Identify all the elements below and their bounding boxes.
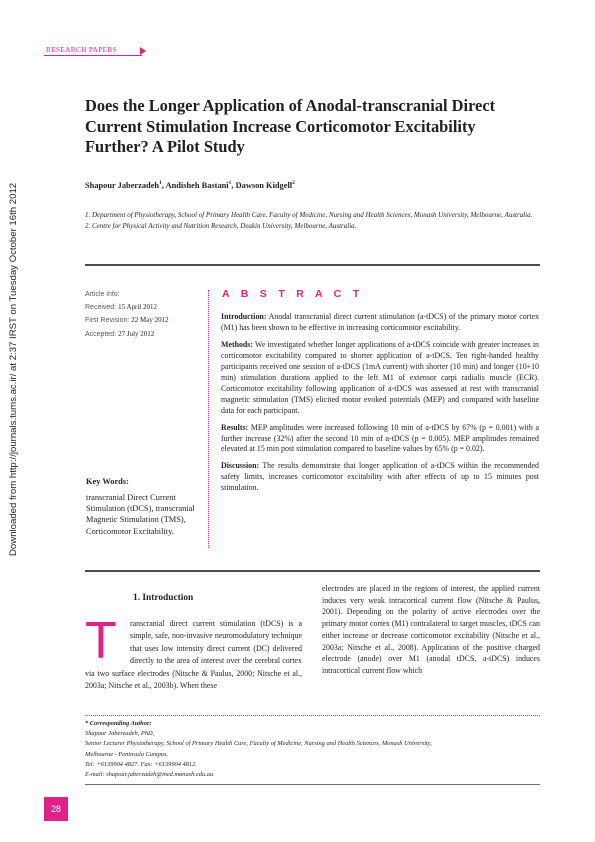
section-rule [85, 264, 540, 266]
section-badge [44, 44, 147, 56]
affiliations [85, 210, 543, 231]
author-affiliation-mark: 2 [292, 180, 295, 186]
abstract-discussion [221, 461, 539, 494]
received-label: Received: [85, 304, 117, 312]
footnote-line: Tel: +6139904 4827. Fax: +6139904 4812. [85, 760, 197, 768]
abstract-section-label: Results: [221, 422, 249, 432]
introduction-heading: 1. Introduction [133, 593, 194, 603]
accepted-date [85, 328, 169, 341]
revision-date [85, 314, 169, 327]
author-list: Shapour Jaberzadeh$^1$, Andisheh Bastani$^1$, Dawson Kidgell$^2$ [85, 180, 295, 190]
page-number-box [44, 797, 68, 821]
abstract-section-label: Discussion: [221, 461, 260, 471]
body-column-right: electrodes are placed in the regions of interest, the applied current induces very weak intracortical current flow (Nitsche & Paulus, 2001). Depending on the polarity of active electrodes over the primary motor cortex (M1) contralateral to target muscles, tDCS can either increase or decrease corticomotor excitability (Nitsche et al., 2003a; Nitsche et al., 2008). Application of the positive charged electrode (anode) over M1 (anodal tDCS, a-tDCS) induces intracortical current flow which [322, 584, 540, 675]
body-text: ranscranial direct current stimulation (tDCS) is a simple, safe, non-invasive neuromodulatory technique that uses low intensity direct current (DC) delivered directly to the area of interest over the cerebral cortex via two surface electrodes (Nitsche & Paulus, 2000; Nitsche et al., 2003a; Nitsche et al., 2003b). When these [85, 619, 302, 691]
drop-cap: T [85, 612, 117, 670]
abstract-section-text: MEP amplitudes were increased following 10 min of a-tDCS by 67% (p = 0.001) with a further increase (32%) after the second 10 min of a-tDCS (p = 0.005). MEP amplitudes remained elevated at 15 min post stimulation compared to baseline values by 65% (p = 0.02). [221, 422, 539, 454]
abstract-section-label: Introduction: [221, 312, 267, 321]
corresponding-author-note [85, 719, 543, 780]
abstract-section-text: The results demonstrate that longer application of a-tDCS within the recommended safety limits, increases corticomotor excitability with after effects of up to 15 minutes post stimulation. [221, 461, 539, 493]
abstract-section-label: Methods: [221, 339, 253, 349]
received-value: 15 April 2012 [118, 303, 157, 312]
accepted-value: 27 July 2012 [118, 329, 155, 338]
abstract-section-text: Anodal transcranial direct current stimulation (a-tDCS) of the primary motor cortex (M1) has been shown to be effective in increasing corticomotor excitability. [221, 312, 539, 332]
revision-value: 22 May 2012 [131, 316, 169, 325]
section-label: RESEARCH PAPERS [46, 46, 118, 54]
abstract-heading: A B S T R A C T [222, 288, 364, 300]
download-note: Downloaded from http://journals.tums.ac.ir/ at 2:37 IRST on Tuesday October 16th 2012 [8, 182, 19, 556]
article-info [85, 289, 169, 341]
badge-arrow-icon [140, 47, 146, 55]
affiliation-line: 1. Department of Physiotherapy, School of Primary Health Care, Faculty of Medicine, Nursing and Health Sciences, Monash University, Melbourne, Australia. [85, 211, 533, 219]
footnote-line: Senior Lecturer Physiotherapy, School of Primary Health Care, Faculty of Medicine, Nursing and Health Sciences, Monash University, [85, 740, 432, 748]
column-divider [208, 290, 209, 548]
bottom-rule [85, 784, 540, 785]
author-name: Dawson Kidgell [235, 180, 293, 190]
article-info-heading: Article info: [85, 291, 120, 298]
abstract-body [221, 312, 539, 500]
badge-underline [44, 55, 142, 56]
author-affiliation-mark: 1 [159, 180, 162, 186]
footnote-email: E-mail: shapour.jaberzadeh@med.monash.edu.au [85, 771, 214, 779]
footnote-label: * Corresponding Author: [85, 720, 152, 727]
accepted-label: Accepted: [85, 330, 117, 338]
received-date [85, 301, 169, 314]
affiliation-line: 2. Centre for Physical Activity and Nutrition Research, Deakin University, Melbourne, Australia. [85, 221, 357, 230]
author-name: Andisheh Bastani [165, 180, 229, 190]
revision-label: First Revision: [85, 317, 130, 325]
abstract-methods [221, 340, 539, 417]
keywords-list: transcranial Direct Current Stimulation (tDCS), transcranial Magnetic Stimulation (TMS), Corticomotor Excitability. [86, 493, 195, 536]
footnote-line: Melbourne - Peninsula Campus. [85, 750, 169, 758]
keywords-heading: Key Words: [86, 477, 129, 486]
body-column-left [85, 612, 302, 692]
footnote-separator [85, 715, 540, 716]
page-number: 28 [51, 804, 61, 814]
author-name: Shapour Jaberzadeh [85, 180, 160, 190]
section-rule [85, 570, 540, 572]
abstract-introduction [221, 312, 539, 334]
paper-title: Does the Longer Application of Anodal-transcranial Direct Current Stimulation Increase Corticomotor Excitability Further? A Pilot Study [85, 96, 496, 156]
abstract-section-text: We investigated whether longer applications of a-tDCS coincide with greater increases in corticomotor excitability compared to shorter application of a-tDCS. Ten right-handed healthy participants received one session of a-tDCS (1mA current) with shorter (10 min) and longer (10+10 min) stimulation durations applied to the left M1 of extensor carpi radialis muscle (ECR). Corticomotor excitability following application of a-tDCS was assessed at rest with transcranial magnetic stimulation (TMS) elicited motor evoked potentials (MEP) and compared with baseline data for each participant. [221, 339, 539, 415]
abstract-results [221, 423, 539, 456]
author-affiliation-mark: 1 [228, 180, 232, 186]
footnote-line: Shapour Jaberzadeh, PhD, [85, 730, 155, 738]
